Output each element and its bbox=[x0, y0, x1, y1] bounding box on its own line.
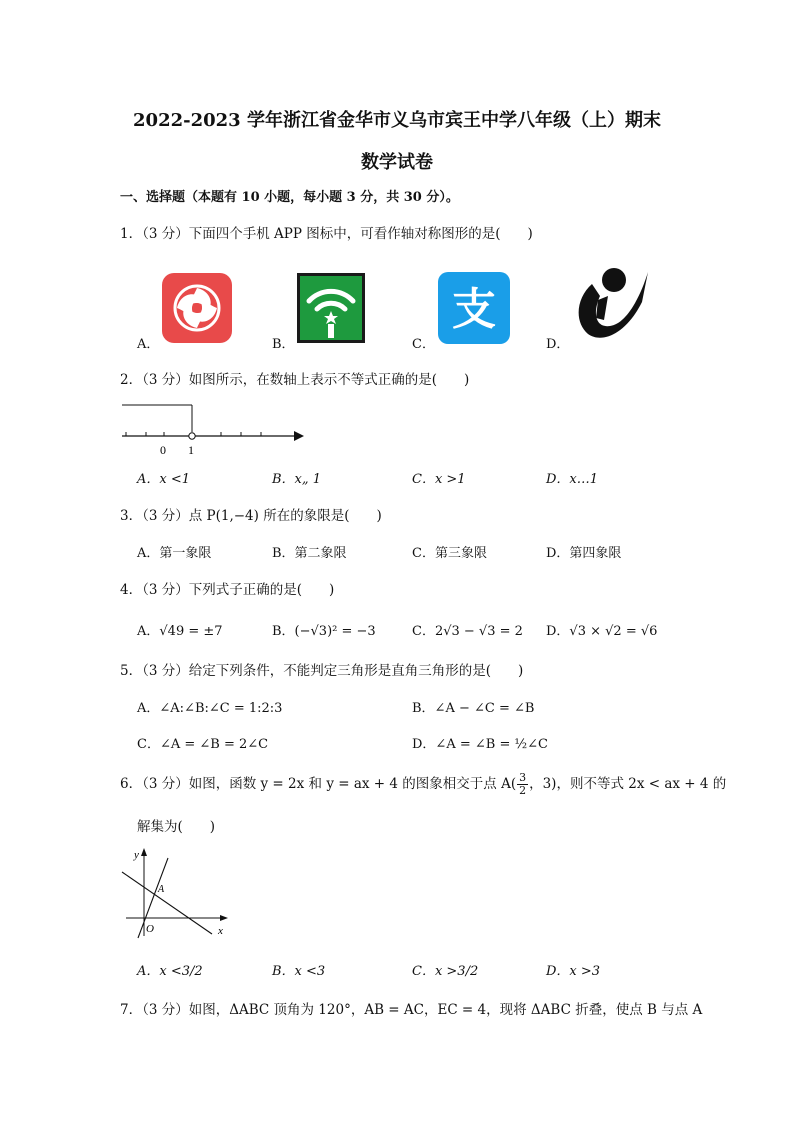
q3-option-c: C．第三象限 bbox=[412, 546, 487, 561]
q2-option-b: B．x„ 1 bbox=[272, 472, 322, 487]
paper-title-line2: 数学试卷 bbox=[361, 152, 433, 173]
svg-text:x: x bbox=[218, 925, 223, 937]
q1-option-b-label: B． bbox=[272, 337, 295, 352]
q6-stem-part-b: ，3)，则不等式 2x < ax + 4 的 bbox=[529, 776, 727, 792]
q4-option-b: B．(−√3)² = −3 bbox=[272, 624, 376, 639]
swoosh-figure-icon bbox=[570, 262, 652, 348]
q6-option-a: A．x <3/2 bbox=[137, 964, 203, 979]
q1-option-c-label: C． bbox=[412, 337, 435, 352]
question-6-stem-line2: 解集为( ) bbox=[137, 819, 216, 835]
q2-option-d: D．x…1 bbox=[546, 472, 599, 487]
question-6-stem bbox=[120, 772, 726, 797]
svg-text:O: O bbox=[146, 923, 154, 935]
q6-function-graph bbox=[118, 844, 238, 944]
q1-option-d-label: D． bbox=[546, 337, 570, 352]
question-5-stem: 5．（3 分）给定下列条件，不能判定三角形是直角三角形的是( ) bbox=[120, 663, 524, 679]
q5-option-c: C．∠A = ∠B = 2∠C bbox=[137, 737, 269, 752]
section-heading: 一、选择题（本题有 10 小题，每小题 3 分，共 30 分）。 bbox=[120, 190, 459, 205]
q6-stem-fraction: $\frac{3}{2}$ bbox=[519, 771, 527, 797]
q3-option-b: B．第二象限 bbox=[272, 546, 347, 561]
svg-text:y: y bbox=[134, 849, 139, 861]
q6-option-b: B．x <3 bbox=[272, 964, 326, 979]
number-line-figure bbox=[118, 398, 310, 464]
q3-option-d: D．第四象限 bbox=[546, 546, 622, 561]
q4-option-a: A．√49 = ±7 bbox=[137, 624, 223, 639]
q4-option-c: C．2√3 − √3 = 2 bbox=[412, 624, 523, 639]
wifi-tower-icon bbox=[297, 273, 365, 347]
question-1-stem: 1．（3 分）下面四个手机 APP 图标中，可看作轴对称图形的是( ) bbox=[120, 226, 533, 242]
question-4-stem: 4．（3 分）下列式子正确的是( ) bbox=[120, 582, 335, 598]
q6-option-c: C．x >3/2 bbox=[412, 964, 479, 979]
paper-title-line1: 2022-2023 学年浙江省金华市义乌市宾王中学八年级（上）期末 bbox=[133, 110, 661, 131]
svg-text:支: 支 bbox=[452, 284, 496, 335]
svg-text:A: A bbox=[158, 884, 165, 895]
q5-option-b: B．∠A − ∠C = ∠B bbox=[412, 701, 535, 716]
question-2-stem: 2．（3 分）如图所示，在数轴上表示不等式正确的是( ) bbox=[120, 372, 470, 388]
q5-option-a: A．∠A:∠B:∠C = 1:2:3 bbox=[137, 701, 283, 716]
q6-stem-part-a: 6．（3 分）如图，函数 y = 2x 和 y = ax + 4 的图象相交于点 A( bbox=[120, 776, 517, 792]
question-7-stem: 7．（3 分）如图，ΔABC 顶角为 120°，AB = AC，EC = 4，现将 ΔABC 折叠，使点 B 与点 A bbox=[120, 1002, 703, 1018]
q2-option-c: C．x >1 bbox=[412, 472, 466, 487]
question-3-stem: 3．（3 分）点 P(1,−4) 所在的象限是( ) bbox=[120, 508, 382, 524]
phoenix-logo-icon bbox=[162, 273, 232, 347]
alipay-icon bbox=[438, 272, 510, 348]
svg-text:0: 0 bbox=[160, 443, 166, 457]
q1-option-a-label: A． bbox=[137, 337, 160, 352]
q3-option-a: A．第一象限 bbox=[137, 546, 212, 561]
q4-option-d: D．√3 × √2 = √6 bbox=[546, 624, 658, 639]
q5-option-d: D．∠A = ∠B = ½∠C bbox=[412, 737, 548, 752]
svg-text:1: 1 bbox=[188, 443, 194, 457]
q2-option-a: A．x <1 bbox=[137, 472, 191, 487]
q6-option-d: D．x >3 bbox=[546, 964, 601, 979]
